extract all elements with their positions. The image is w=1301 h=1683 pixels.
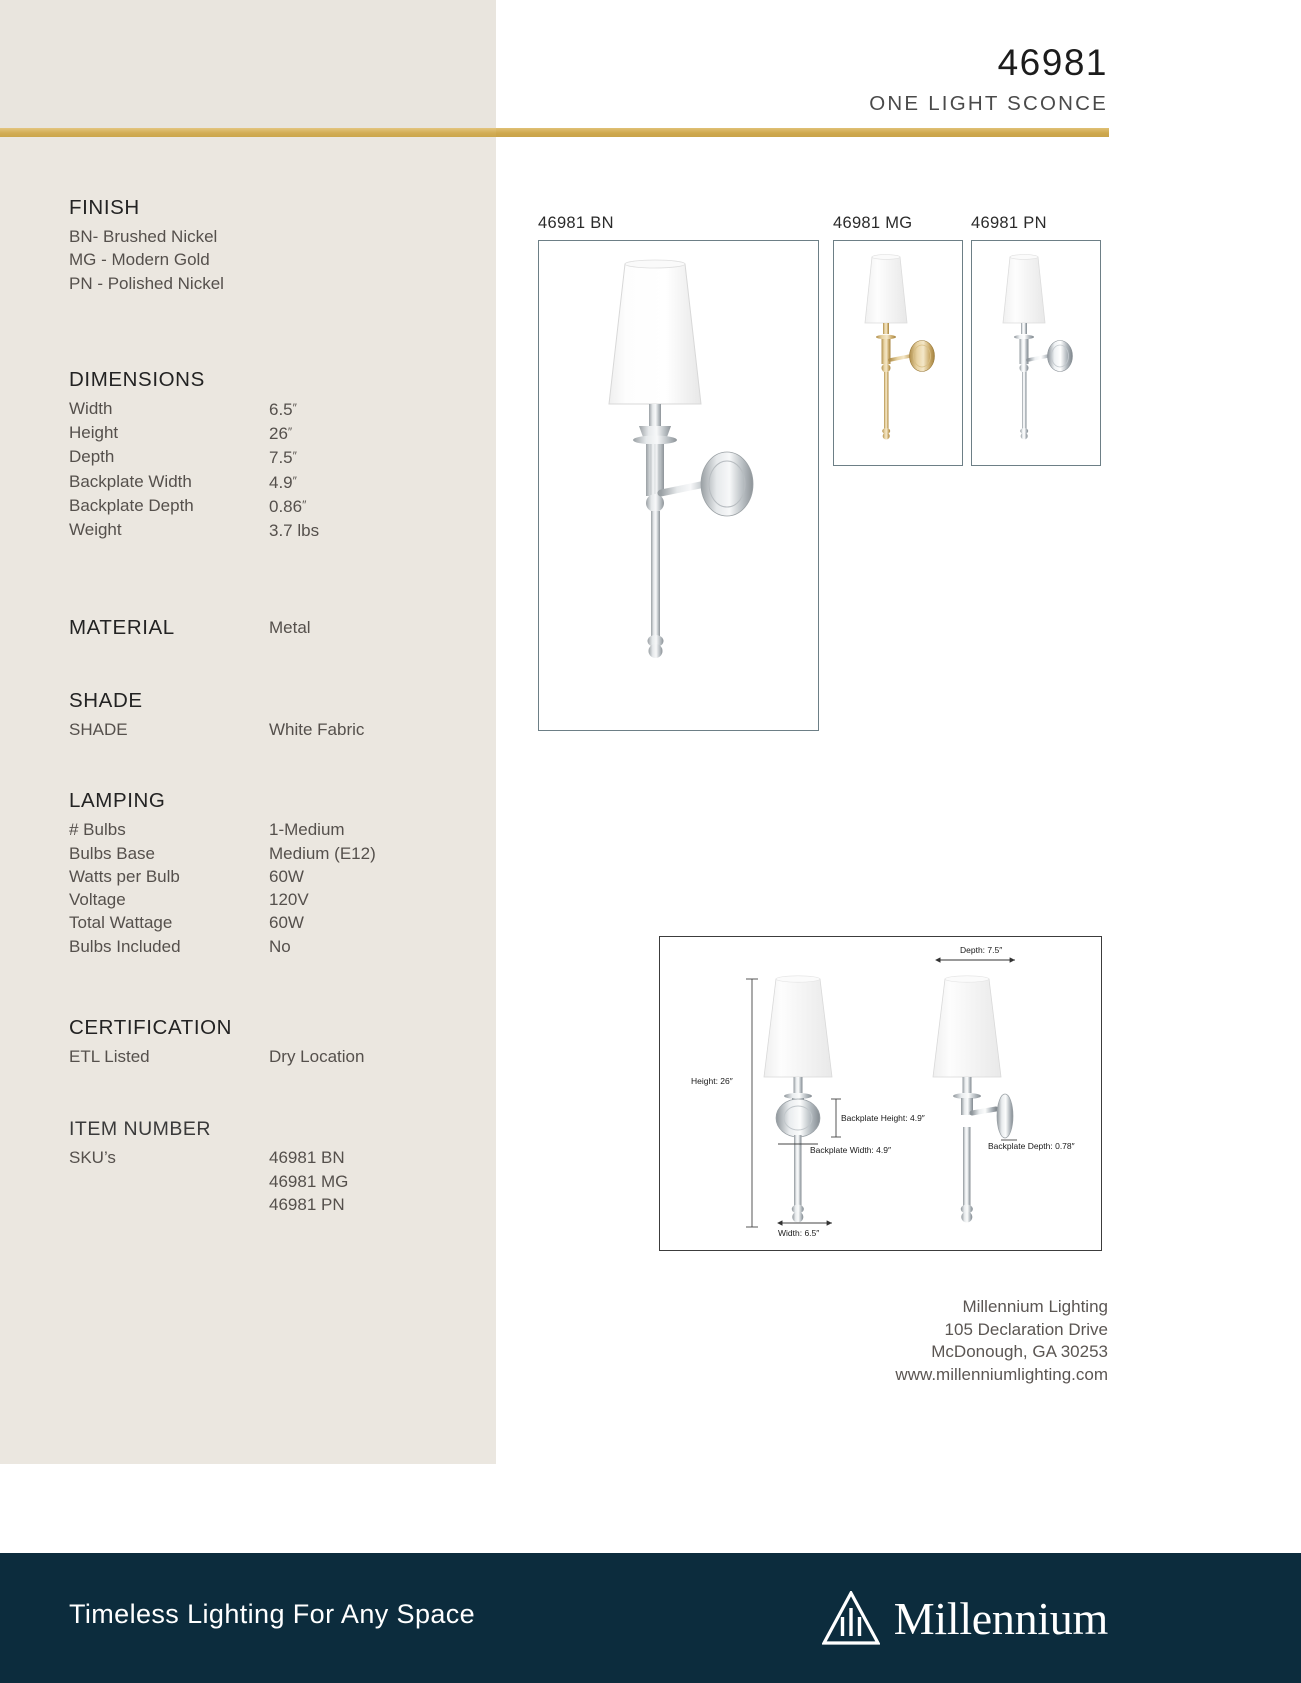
lamping-label: Bulbs Base [69,843,155,863]
shade-label: SHADE [69,719,128,739]
finish-section [69,196,469,295]
lamping-row [69,888,469,911]
spacer [69,295,469,368]
spacer [69,958,469,1016]
sku-row [69,1146,469,1169]
finish-option: BN- Brushed Nickel [69,227,218,246]
certification-value: Dry Location [269,1047,365,1067]
certification-section [69,1016,469,1068]
dimension-row [69,518,469,542]
certification-label: ETL Listed [69,1047,150,1067]
dimension-row [69,421,469,445]
brand-wordmark: Millennium [893,1592,1108,1644]
dimension-row [69,470,469,494]
certification-heading: CERTIFICATION [69,1016,233,1040]
dimension-label: Weight [69,520,122,540]
lamping-value: Medium (E12) [269,843,376,863]
lamping-value: 60W [269,913,304,933]
material-section [69,616,469,639]
document-header [508,44,1108,116]
sku-label-spacer [69,1170,269,1193]
lamping-row [69,865,469,888]
lamping-label: Voltage [69,890,126,910]
dimension-label: Height [69,423,119,443]
lamping-row [69,911,469,934]
product-image-label-mg: 46981 MG [833,214,913,232]
dimension-value: 0.86″ [269,497,307,517]
spacer [69,1068,469,1118]
item-number-heading: ITEM NUMBER [69,1118,211,1141]
lamping-section [69,789,469,958]
diagram-backplate-width-label: Backplate Width: 4.9″ [810,1145,891,1155]
sku-row [69,1170,469,1193]
dimensions-heading: DIMENSIONS [69,367,205,391]
gold-divider-rule-left [0,128,496,137]
spacer [69,741,469,789]
diagram-backplate-depth-label: Backplate Depth: 0.78″ [988,1141,1075,1151]
dimension-label: Backplate Depth [69,496,194,516]
diagram-depth-label: Depth: 7.5″ [960,945,1003,955]
lamping-value: 120V [269,890,309,910]
dimension-value: 3.7 lbs [269,521,320,541]
sku-label: SKU’s [69,1148,116,1168]
dimension-row [69,445,469,469]
lamping-row [69,935,469,958]
lamping-label: Watts per Bulb [69,866,180,886]
page-title: 46981 [997,42,1108,83]
header-beige-band [0,0,496,128]
dimension-row [69,397,469,421]
lamping-row [69,842,469,865]
company-address-line1: 105 Declaration Drive [944,1319,1108,1339]
material-value: Metal [269,617,311,637]
shade-row [69,718,469,741]
sku-value: 46981 BN [269,1148,345,1168]
diagram-backplate-height-label: Backplate Height: 4.9″ [841,1113,925,1123]
sku-value: 46981 MG [269,1171,349,1191]
dimension-row [69,494,469,518]
company-website-link[interactable]: www.millenniumlighting.com [895,1364,1108,1384]
company-address-line2: McDonough, GA 30253 [931,1342,1108,1361]
dimension-label: Width [69,398,113,418]
lamping-label: # Bulbs [69,820,126,840]
diagram-height-label: Height: 26″ [691,1076,733,1086]
finish-option: MG - Modern Gold [69,250,210,270]
dimensions-section [69,368,469,543]
diagram-width-label: Width: 6.5″ [778,1228,820,1238]
product-image-bn [538,240,819,731]
product-image-pn [971,240,1101,466]
spacer [69,543,469,616]
certification-row [69,1045,469,1068]
lamping-value: 60W [269,866,304,886]
company-name: Millennium Lighting [962,1297,1108,1316]
dimension-diagram [659,936,1102,1251]
shade-value: White Fabric [269,719,365,739]
dimension-value: 7.5″ [269,448,297,468]
dimension-diagram-svg [660,937,1101,1250]
lamping-value: No [269,936,291,956]
backplate-height-dimension-line [831,1099,841,1137]
height-dimension-line [746,979,758,1227]
front-view-sconce [764,976,832,1223]
millennium-logo-icon [822,1591,880,1645]
dimension-label: Depth [69,447,115,467]
product-image-label-bn: 46981 BN [538,214,614,232]
dimension-value: 26″ [269,424,293,444]
material-heading: MATERIAL [69,615,175,639]
finish-option: PN - Polished Nickel [69,273,224,293]
lamping-row [69,818,469,841]
lamping-label: Bulbs Included [69,936,181,956]
side-view-sconce [933,976,1013,1223]
sku-row [69,1193,469,1216]
lamping-heading: LAMPING [69,789,166,813]
dimension-value: 6.5″ [269,399,297,419]
specifications-column [69,196,469,1216]
brand-lockup [822,1591,1108,1645]
sku-label-spacer [69,1193,269,1216]
spacer [69,639,469,689]
dimension-label: Backplate Width [69,471,192,491]
product-image-label-pn: 46981 PN [971,214,1047,232]
dimension-value: 4.9″ [269,472,297,492]
footer-tagline: Timeless Lighting For Any Space [69,1599,476,1629]
finish-heading: FINISH [69,196,140,219]
product-image-mg [833,240,963,466]
footer-banner [0,1553,1301,1683]
shade-heading: SHADE [69,688,143,712]
lamping-value: 1-Medium [269,820,345,840]
sku-value: 46981 PN [269,1194,345,1214]
item-number-section [69,1118,469,1216]
page-subtitle: ONE LIGHT SCONCE [869,91,1108,115]
company-address [608,1296,1108,1386]
material-row [69,616,469,639]
shade-section [69,689,469,741]
lamping-label: Total Wattage [69,913,173,933]
